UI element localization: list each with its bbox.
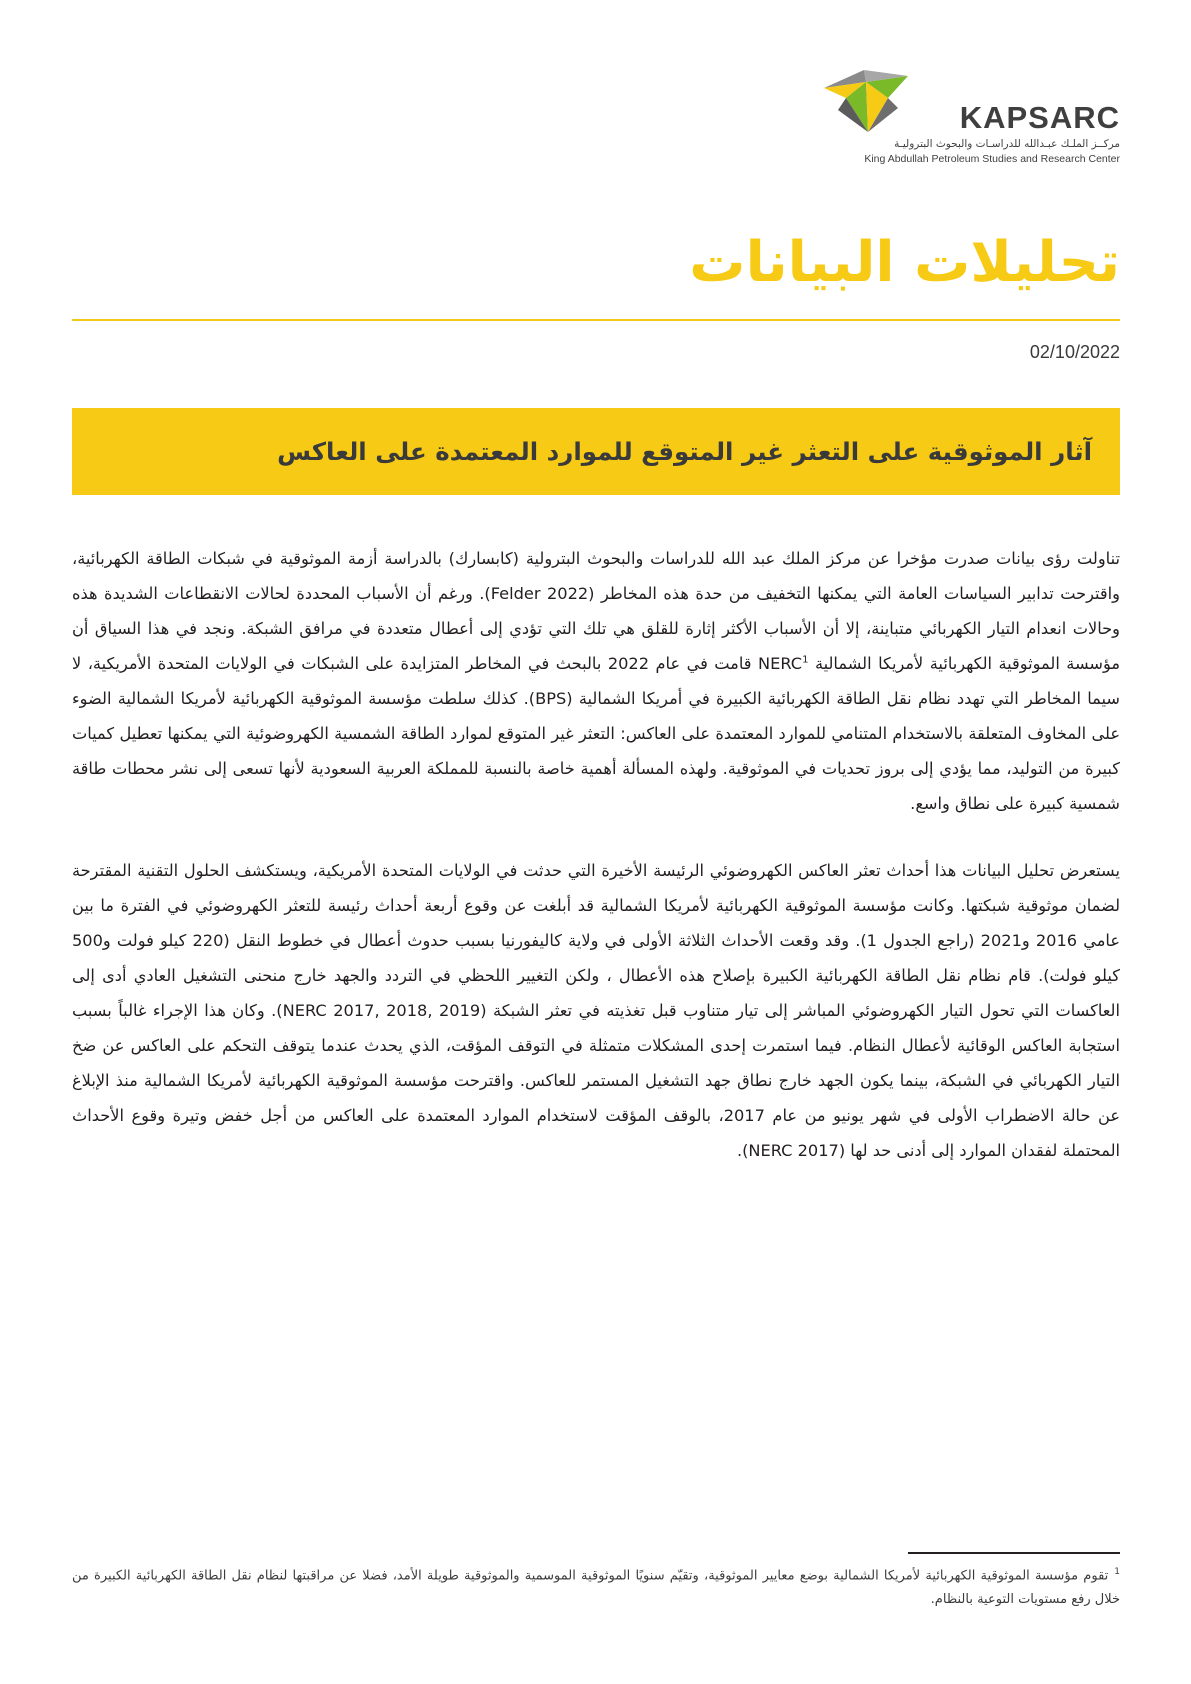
logo-english-name: King Abdullah Petroleum Studies and Research Center bbox=[864, 153, 1120, 165]
kapsarc-logo-icon bbox=[824, 68, 908, 134]
body-text bbox=[72, 541, 1120, 1200]
paragraph-1-part-b: قامت في عام 2022 بالبحث في المخاطر المتزايدة على الشبكات في الولايات المتحدة الأمريكية، لا سيما المخاطر التي تهدد نظام نقل الطاقة الكهربائية الكبيرة في أمريكا الشمالية (BPS). كذلك سلطت مؤسسة الموثوقية الكهربائية لأمريكا الشمالية الضوء على المخاوف المتعلقة بالاستخدام المتنامي للموارد المعتمدة على العاكس: التعثر غير المتوقع لموارد الطاقة الشمسية الكهروضوئية التي يمكنها تعطيل كميات كبيرة من التوليد، مما يؤدي إلى بروز تحديات في الموثوقية. ولهذه المسألة أهمية خاصة بالنسبة للمملكة العربية السعودية لأنها تسعى إلى نشر محطات طاقة شمسية كبيرة على نطاق واسع. bbox=[72, 654, 1120, 813]
logo-arabic-name: مركــز الملـك عبـدالله للدراسـات والبحوث البتروليـة bbox=[894, 138, 1120, 150]
paragraph-1 bbox=[72, 541, 1120, 821]
footnote-divider bbox=[908, 1552, 1120, 1554]
footnote-text: تقوم مؤسسة الموثوقية الكهربائية لأمريكا الشمالية بوضع معايير الموثوقية، وتقيّم سنويًا الموثوقية الموسمية والموثوقية طويلة الأمد، فضلا عن مراقبتها لنظام نقل الطاقة الكهربائية الكبيرة من خلال رفع مستويات التوعية بالنظام. bbox=[72, 1568, 1120, 1608]
title-banner bbox=[72, 408, 1120, 495]
footnote-reference[interactable]: 1 bbox=[802, 654, 809, 666]
kapsarc-logo bbox=[820, 68, 1120, 168]
document-title: آثار الموثوقية على التعثر غير المتوقع للموارد المعتمدة على العاكس bbox=[277, 437, 1092, 466]
publication-date: 02/10/2022 bbox=[1029, 342, 1120, 362]
heading-divider bbox=[72, 319, 1120, 321]
document-type-heading: تحليلات البيانات bbox=[689, 230, 1120, 295]
paragraph-1-part-a: تناولت رؤى بيانات صدرت مؤخرا عن مركز الملك عبد الله للدراسات والبحوث البترولية (كابسارك) بالدراسة أزمة الموثوقية في شبكات الطاقة الكهربائية، واقترحت تدابير السياسات العامة التي يمكنها التخفيف من حدة هذه المخاطر (Felder 2022). ورغم أن الأسباب المحددة لحالات الانقطاعات الشديدة هذه وحالات انعدام التيار الكهربائي متباينة، إلا أن الأسباب الأكثر إثارة للقلق هي تلك التي تؤدي إلى أعطال متعددة في مرافق الشبكة. ونجد في هذا السياق أن مؤسسة الموثوقية الكهربائية لأمريكا الشمالية NERC bbox=[72, 549, 1121, 673]
footnote-number: 1 bbox=[1114, 1567, 1120, 1577]
logo-wordmark: KAPSARC bbox=[959, 100, 1120, 135]
paragraph-2: يستعرض تحليل البيانات هذا أحداث تعثر العاكس الكهروضوئي الرئيسة الأخيرة التي حدثت في الولايات المتحدة الأمريكية، ويستكشف الحلول التقنية المقترحة لضمان موثوقية شبكتها. وكانت مؤسسة الموثوقية الكهربائية لأمريكا الشمالية قد أبلغت عن وقوع أربعة أحداث رئيسة للتعثر الكهروضوئي في الفترة ما بين عامي 2016 و2021 (راجع الجدول 1). وقد وقعت الأحداث الثلاثة الأولى في ولاية كاليفورنيا بسبب حدوث أعطال في خطوط النقل (220 كيلو فولت و500 كيلو فولت). قام نظام نقل الطاقة الكهربائية الكبيرة بإصلاح هذه الأعطال ، ولكن التغيير اللحظي في التردد والجهد خارج منحنى التشغيل العادي أدى إلى العاكسات التي تحول التيار الكهروضوئي المباشر إلى تيار متناوب قبل تغذيته في تعثر الشبكة (NERC 2017, 2018, 2019). وكان هذا الإجراء غالباً بسبب استجابة العاكس الوقائية لأعطال النظام. فيما استمرت إحدى المشكلات متمثلة في التوقف المؤقت، الذي يحدث عندما يتوقف التحكم على العاكس عن ضخ التيار الكهربائي في الشبكة، بينما يكون الجهد خارج نطاق جهد التشغيل المستمر للعاكس. واقترحت مؤسسة الموثوقية الكهربائية لأمريكا الشمالية منذ الإبلاغ عن حالة الاضطراب الأولى في شهر يونيو من عام 2017، بالوقف المؤقت لاستخدام الموارد المعتمدة على العاكس من أجل خفض وتيرة وقوع الأحداث المحتملة لفقدان الموارد إلى أدنى حد لها (NERC 2017). bbox=[72, 861, 1120, 1160]
footnote bbox=[72, 1560, 1120, 1612]
